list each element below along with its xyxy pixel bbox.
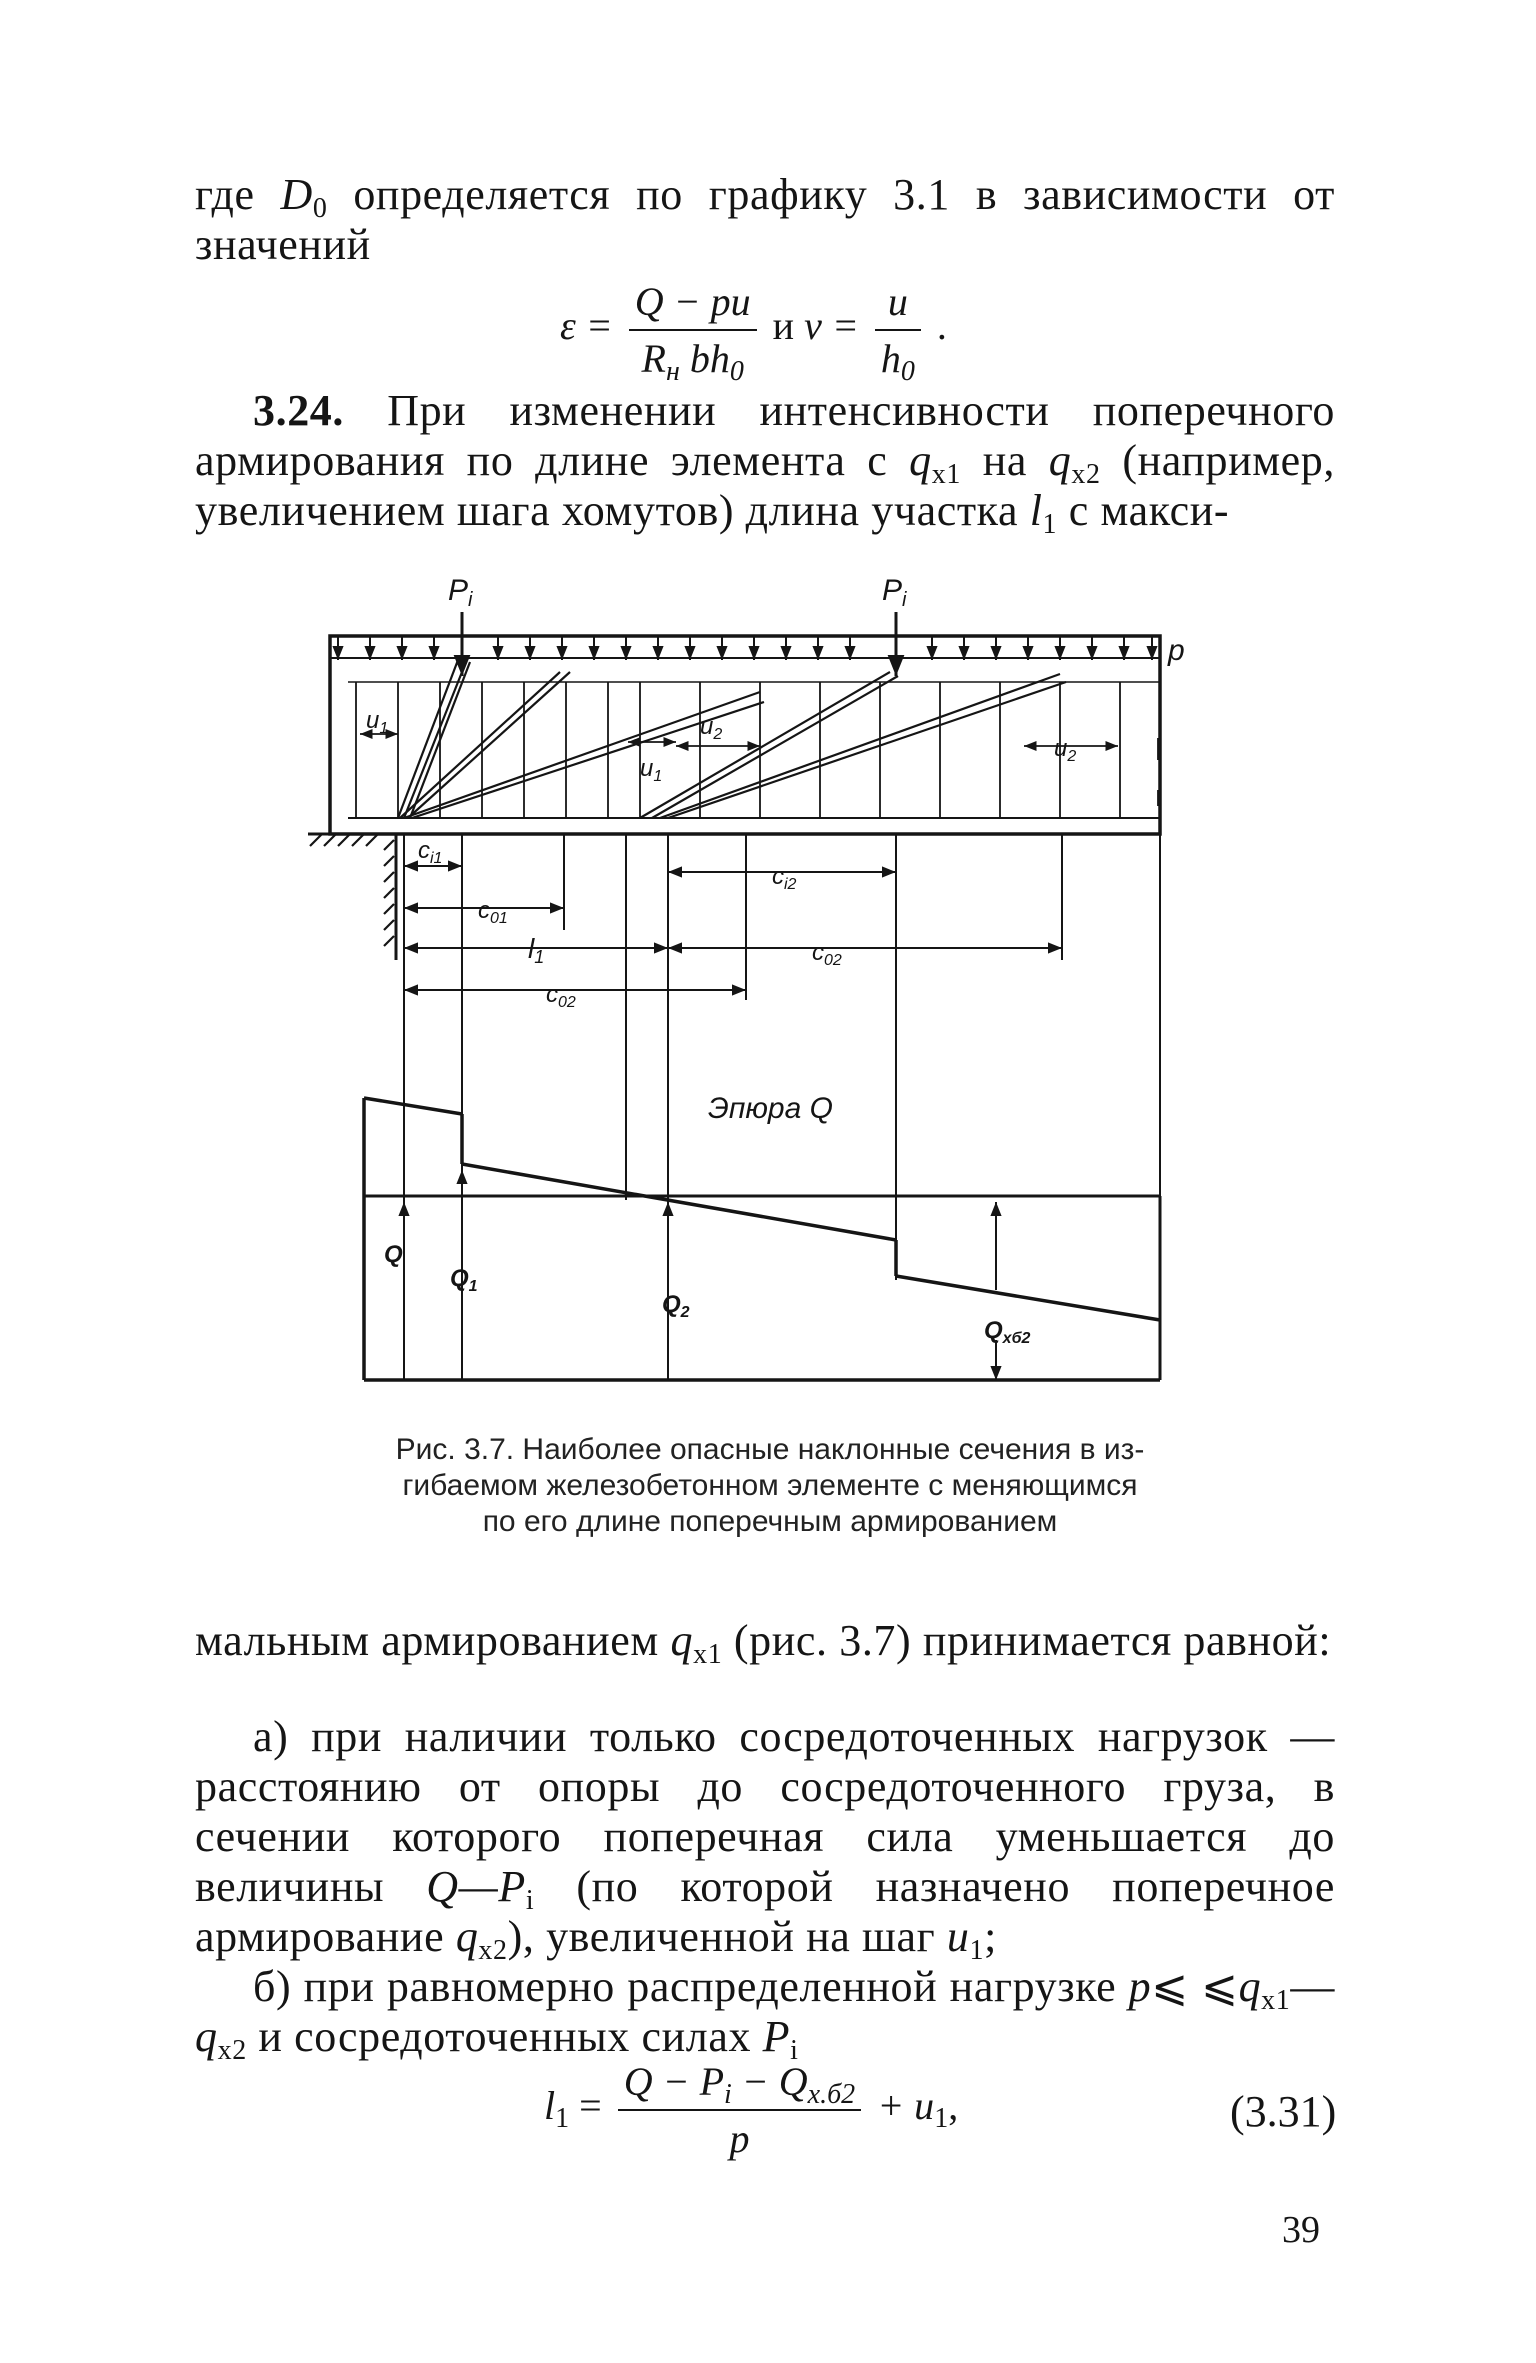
label-p-load: p bbox=[1168, 634, 1185, 667]
numerator: u bbox=[875, 278, 921, 331]
numerator: Q − pu bbox=[629, 278, 757, 331]
symbol: v = bbox=[804, 303, 859, 349]
numerator bbox=[618, 2058, 862, 2111]
symbol: = bbox=[579, 2083, 602, 2129]
symbol: , bbox=[948, 2083, 959, 2129]
label-c01: $c_{01}$ bbox=[478, 897, 508, 927]
text: ), увеличенной на шаг bbox=[507, 1912, 947, 1961]
label-u1-mid: $u_1$ bbox=[640, 755, 663, 785]
symbol: ⩽ bbox=[1201, 1962, 1239, 2011]
fraction bbox=[618, 2058, 862, 2162]
text: с макси- bbox=[1057, 486, 1230, 535]
symbol: l bbox=[1029, 486, 1043, 535]
subscript: x1 bbox=[931, 459, 961, 490]
symbol: ⩽ bbox=[1151, 1962, 1189, 2011]
symbol: R bbox=[641, 336, 666, 381]
label-c02-left: $c_{02}$ bbox=[546, 981, 576, 1011]
subscript: x1 bbox=[693, 1639, 723, 1670]
caption-line: Рис. 3.7. Наиболее опасные наклонные сечения в из- bbox=[395, 1433, 1145, 1466]
equation-number: (3.31) bbox=[1230, 2087, 1337, 2136]
text: При изменении интенсивности поперечного армирования по длине элемента с bbox=[195, 386, 1335, 485]
symbol: bh bbox=[679, 336, 730, 381]
subscript: x.б2 bbox=[807, 2079, 856, 2110]
symbol: ε = bbox=[560, 303, 613, 349]
label-c02-right: $c_{02}$ bbox=[812, 939, 842, 969]
denominator: p bbox=[729, 2116, 750, 2161]
label-ci2: $c_{i2}$ bbox=[772, 863, 797, 893]
symbol: — bbox=[1290, 1962, 1335, 2011]
concentrated-loads bbox=[462, 612, 896, 676]
text: определяется по графику 3.1 в зависимости от значений bbox=[195, 170, 1335, 269]
text: а) при наличии только сосредоточенных нагрузок — расстоянию от опоры до сосредоточенного груза, в сечении которого поперечная сила уменьшается до величины bbox=[195, 1712, 1335, 1911]
text: где bbox=[195, 170, 281, 219]
label-epure-q: Эпюра Q bbox=[708, 1092, 833, 1125]
symbol: u bbox=[946, 1912, 970, 1961]
symbol: q bbox=[455, 1912, 479, 1961]
symbol: p bbox=[1128, 1962, 1152, 2011]
subscript: x2 bbox=[217, 2035, 247, 2066]
text: . bbox=[936, 303, 947, 349]
symbol: q bbox=[195, 2012, 218, 2061]
caption-line: по его длине поперечным армированием bbox=[482, 1505, 1058, 1538]
subscript: 0 bbox=[729, 356, 744, 387]
text: мальным армированием bbox=[195, 1616, 671, 1665]
subscript: 1 bbox=[555, 2103, 570, 2135]
subscript: i bbox=[790, 2035, 799, 2066]
label-q1: $Q_1$ bbox=[450, 1265, 478, 1295]
support bbox=[308, 834, 400, 960]
symbol: q bbox=[1238, 1962, 1262, 2011]
u-dimensions bbox=[360, 734, 1118, 746]
text: и сосредоточенных силах bbox=[246, 2012, 763, 2061]
subscript: x2 bbox=[478, 1935, 508, 1966]
symbol: − Q bbox=[731, 2059, 808, 2104]
subscript: 1 bbox=[969, 1935, 985, 1966]
page-number: 39 bbox=[1282, 2209, 1320, 2251]
symbol: D bbox=[280, 170, 313, 219]
inclined-sections bbox=[398, 660, 1066, 818]
label-u2-right: $u_2$ bbox=[1054, 735, 1077, 765]
label-pi-left: $P_i$ bbox=[448, 574, 473, 611]
symbol: Q − P bbox=[623, 2059, 724, 2104]
shear-diagram bbox=[364, 1098, 1160, 1380]
text: и bbox=[772, 303, 805, 349]
distributed-load bbox=[338, 636, 1152, 660]
subscript: 0 bbox=[312, 193, 328, 224]
paragraph-item-a bbox=[195, 1712, 1335, 1966]
subscript: x1 bbox=[1261, 1985, 1291, 2016]
symbol: l bbox=[544, 2083, 556, 2129]
figure-caption bbox=[300, 1432, 1240, 1540]
text: б) при равномерно распределенной нагрузке bbox=[253, 1962, 1129, 2011]
text: (рис. 3.7) принимается равной: bbox=[722, 1616, 1332, 1665]
subscript: 0 bbox=[900, 356, 915, 387]
symbol: q bbox=[1048, 436, 1072, 485]
paragraph-continuation bbox=[195, 1616, 1335, 1670]
subscript: i bbox=[525, 1885, 535, 1916]
section-number: 3.24. bbox=[253, 386, 344, 435]
symbol: h bbox=[880, 336, 901, 381]
label-pi-right: $P_i$ bbox=[882, 574, 907, 611]
symbol: q bbox=[670, 1616, 694, 1665]
subscript: н bbox=[665, 356, 680, 387]
subscript: x2 bbox=[1071, 459, 1101, 490]
text: (например, увеличением шага хомутов) длина участка bbox=[195, 436, 1335, 535]
symbol: + u bbox=[877, 2083, 935, 2129]
text: ; bbox=[984, 1912, 997, 1961]
paragraph-item-b bbox=[195, 1962, 1335, 2066]
symbol: q bbox=[909, 436, 932, 485]
label-ci1: $c_{i1}$ bbox=[418, 837, 443, 867]
symbol: Q—P bbox=[426, 1862, 526, 1911]
label-q: Q bbox=[384, 1241, 403, 1268]
label-qxb2: $Q_{xб2}$ bbox=[984, 1317, 1031, 1347]
label-u2-mid: $u_2$ bbox=[700, 713, 723, 743]
label-u1-left: $u_1$ bbox=[366, 707, 389, 737]
text: (по которой назначено поперечное армирование bbox=[195, 1862, 1335, 1961]
formula-3-31 bbox=[544, 2058, 958, 2162]
symbol: P bbox=[762, 2012, 791, 2061]
subscript: i bbox=[724, 2079, 732, 2110]
label-l1: l1 bbox=[528, 933, 545, 967]
caption-line: гибаемом железобетонном элементе с меняющимся bbox=[402, 1469, 1138, 1502]
figure-labels bbox=[366, 574, 1185, 1347]
text: на bbox=[960, 436, 1049, 485]
subscript: 1 bbox=[1042, 509, 1058, 540]
label-q2: $Q_2$ bbox=[662, 1291, 690, 1321]
subscript: 1 bbox=[934, 2103, 949, 2135]
